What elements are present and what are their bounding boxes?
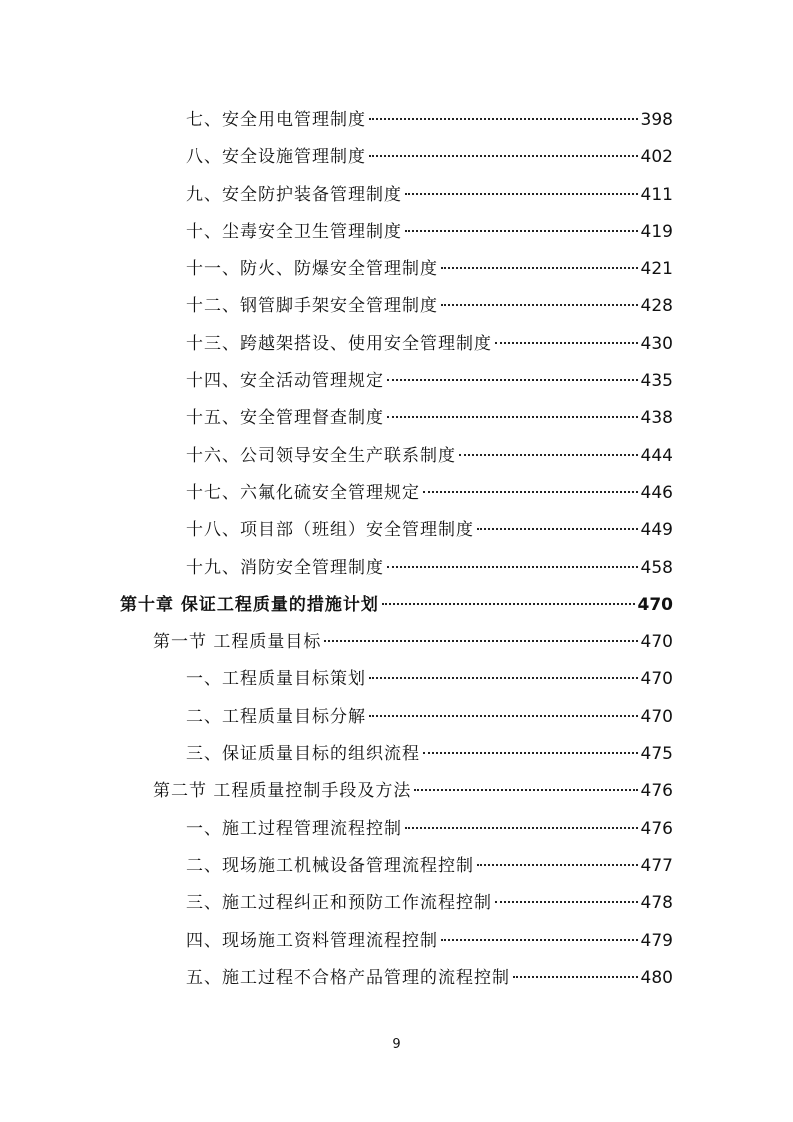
toc-entry-title: 十二、钢管脚手架安全管理制度	[186, 296, 438, 317]
toc-dot-leader	[382, 603, 635, 605]
toc-entry-page: 476	[640, 781, 673, 802]
toc-dot-leader	[369, 118, 638, 120]
toc-item-entry[interactable]	[0, 438, 793, 475]
toc-entry-page: 480	[640, 967, 673, 988]
toc-item-entry[interactable]	[0, 214, 793, 251]
toc-entry-title: 三、保证质量目标的组织流程	[186, 744, 420, 765]
toc-entry-page: 419	[640, 221, 673, 242]
toc-item-entry[interactable]	[0, 139, 793, 176]
toc-item-entry[interactable]	[0, 512, 793, 549]
toc-entry-title: 十七、六氟化硫安全管理规定	[186, 482, 420, 503]
toc-entry-page: 478	[640, 893, 673, 914]
toc-dot-leader	[405, 230, 638, 232]
toc-item-entry[interactable]	[0, 363, 793, 400]
toc-entry-page: 476	[640, 818, 673, 839]
toc-section-entry[interactable]	[0, 773, 793, 810]
toc-entry-title: 十四、安全活动管理规定	[186, 371, 384, 392]
toc-entry-page: 458	[640, 557, 673, 578]
toc-dot-leader	[423, 491, 638, 493]
toc-dot-leader	[405, 193, 638, 195]
toc-dot-leader	[441, 304, 638, 306]
page-number: 9	[392, 1037, 401, 1052]
toc-entry-title: 十九、消防安全管理制度	[186, 557, 384, 578]
toc-dot-leader	[369, 677, 638, 679]
toc-entry-title: 十八、项目部（班组）安全管理制度	[186, 520, 474, 541]
toc-entry-title: 八、安全设施管理制度	[186, 147, 366, 168]
toc-entry-title: 二、现场施工机械设备管理流程控制	[186, 855, 474, 876]
toc-item-entry[interactable]	[0, 811, 793, 848]
toc-entry-page: 402	[640, 147, 673, 168]
toc-entry-title: 一、工程质量目标策划	[186, 669, 366, 690]
toc-entry-page: 411	[640, 184, 673, 205]
toc-item-entry[interactable]	[0, 699, 793, 736]
toc-item-entry[interactable]	[0, 736, 793, 773]
toc-entry-page: 470	[640, 632, 673, 653]
toc-entry-page: 398	[640, 110, 673, 130]
toc-entry-title: 第一节 工程质量目标	[153, 632, 322, 653]
toc-entry-title: 四、现场施工资料管理流程控制	[186, 930, 438, 951]
table-of-contents	[0, 102, 793, 997]
toc-dot-leader	[405, 827, 638, 829]
toc-entry-page: 438	[640, 408, 673, 429]
toc-entry-title: 第二节 工程质量控制手段及方法	[153, 781, 412, 802]
toc-item-entry[interactable]	[0, 661, 793, 698]
toc-dot-leader	[414, 789, 637, 791]
toc-entry-title: 第十章 保证工程质量的措施计划	[120, 594, 379, 615]
toc-entry-title: 十六、公司领导安全生产联系制度	[186, 445, 456, 466]
toc-dot-leader	[369, 715, 638, 717]
toc-entry-title: 九、安全防护装备管理制度	[186, 184, 402, 205]
toc-dot-leader	[495, 342, 638, 344]
toc-item-entry[interactable]	[0, 848, 793, 885]
toc-dot-leader	[387, 416, 638, 418]
toc-item-entry[interactable]	[0, 400, 793, 437]
toc-dot-leader	[369, 155, 638, 157]
toc-item-entry[interactable]	[0, 960, 793, 997]
toc-dot-leader	[441, 267, 638, 269]
toc-item-entry[interactable]	[0, 326, 793, 363]
toc-entry-page: 479	[640, 930, 673, 951]
toc-item-entry[interactable]	[0, 475, 793, 512]
toc-item-entry[interactable]	[0, 251, 793, 288]
toc-entry-page: 435	[640, 371, 673, 392]
toc-entry-title: 一、施工过程管理流程控制	[186, 818, 402, 839]
toc-entry-title: 二、工程质量目标分解	[186, 706, 366, 727]
toc-section-entry[interactable]	[0, 624, 793, 661]
toc-dot-leader	[387, 566, 638, 568]
toc-item-entry[interactable]	[0, 177, 793, 214]
toc-entry-page: 428	[640, 296, 673, 317]
toc-entry-title: 十一、防火、防爆安全管理制度	[186, 259, 438, 280]
toc-entry-page: 449	[640, 520, 673, 541]
toc-chapter-entry[interactable]	[0, 587, 793, 624]
toc-entry-page: 421	[640, 259, 673, 280]
toc-entry-title: 三、施工过程纠正和预防工作流程控制	[186, 893, 492, 914]
toc-dot-leader	[477, 864, 638, 866]
toc-item-entry[interactable]	[0, 102, 793, 139]
toc-entry-title: 五、施工过程不合格产品管理的流程控制	[186, 967, 510, 988]
toc-item-entry[interactable]	[0, 923, 793, 960]
toc-entry-title: 十五、安全管理督查制度	[186, 408, 384, 429]
toc-dot-leader	[459, 454, 638, 456]
toc-dot-leader	[495, 901, 638, 903]
toc-entry-title: 十、尘毒安全卫生管理制度	[186, 221, 402, 242]
toc-entry-page: 446	[640, 482, 673, 503]
toc-entry-page: 470	[637, 594, 673, 615]
toc-entry-page: 470	[640, 706, 673, 727]
toc-entry-page: 430	[640, 333, 673, 354]
toc-dot-leader	[513, 976, 638, 978]
toc-entry-page: 444	[640, 445, 673, 466]
toc-item-entry[interactable]	[0, 288, 793, 325]
toc-dot-leader	[441, 939, 638, 941]
toc-item-entry[interactable]	[0, 885, 793, 922]
toc-entry-title: 十三、跨越架搭设、使用安全管理制度	[186, 333, 492, 354]
toc-entry-page: 475	[640, 744, 673, 765]
toc-entry-page: 477	[640, 855, 673, 876]
toc-dot-leader	[477, 528, 638, 530]
toc-dot-leader	[387, 379, 638, 381]
toc-item-entry[interactable]	[0, 550, 793, 587]
toc-entry-page: 470	[640, 669, 673, 690]
toc-dot-leader	[423, 752, 638, 754]
toc-entry-title: 七、安全用电管理制度	[186, 110, 366, 130]
toc-dot-leader	[324, 640, 637, 642]
